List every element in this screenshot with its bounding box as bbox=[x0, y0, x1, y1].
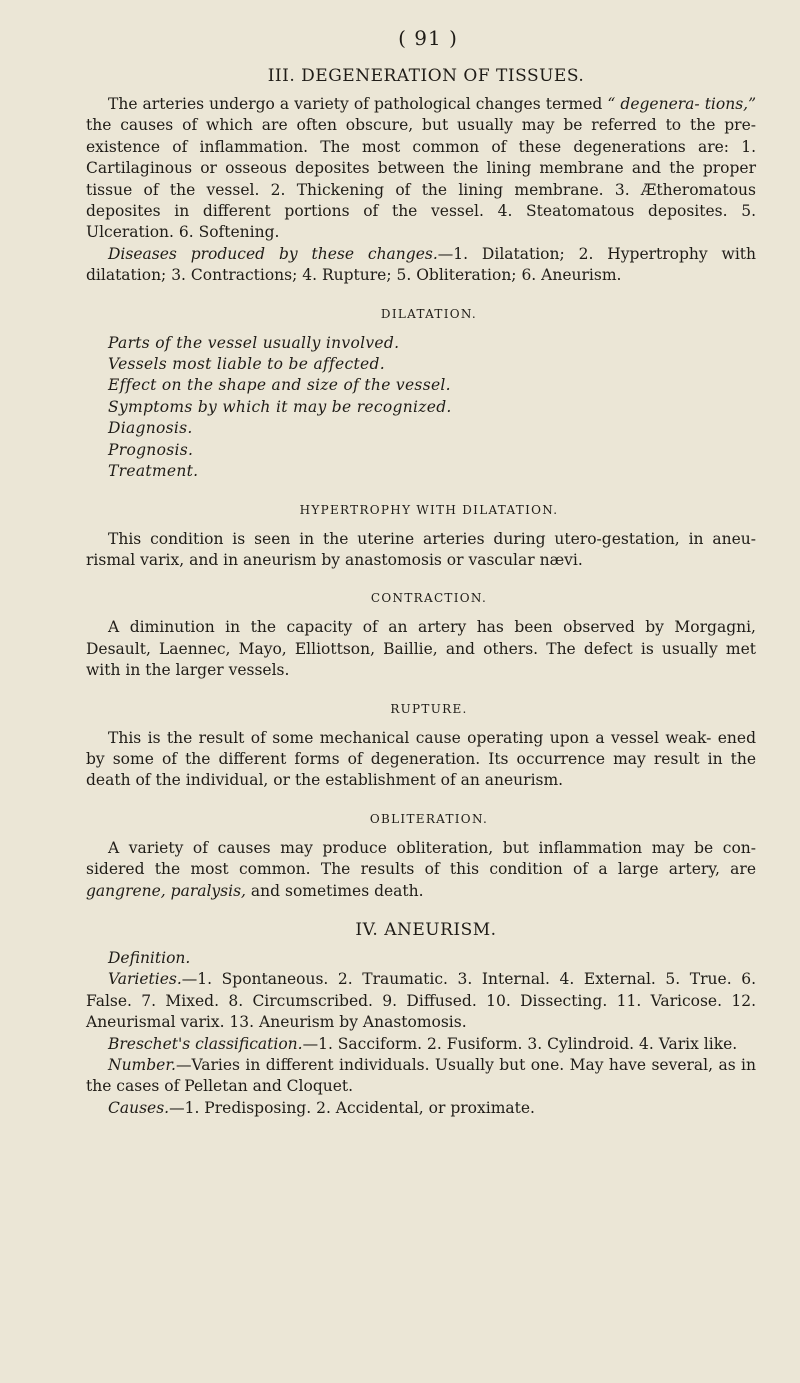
list-item: Parts of the vessel usually involved. bbox=[108, 333, 400, 352]
obliteration-paragraph bbox=[86, 838, 756, 902]
breschet-paragraph bbox=[86, 1034, 756, 1055]
list-item: Diagnosis. bbox=[108, 419, 193, 438]
subheading-rupture: RUPTURE. bbox=[390, 701, 468, 716]
list-item: Effect on the shape and size of the vessel. bbox=[108, 376, 451, 395]
diseases-paragraph bbox=[86, 244, 756, 287]
rupture-paragraph: This is the result of some mechanical cause operating upon a vessel weak- ened by some of the different forms of degeneration. Its occurrence may result in the death of the individual, or the establishment of an aneurism. bbox=[86, 728, 756, 790]
intro-text-start: The arteries undergo a variety of pathological changes termed bbox=[108, 95, 608, 113]
subheading-dilatation: DILATATION. bbox=[380, 306, 478, 321]
contraction-paragraph: A diminution in the capacity of an artery has been observed by Morgagni, Desault, Laennec, Mayo, Elliottson, Baillie, and others. The defect is usually met with in the larger vessels. bbox=[86, 618, 756, 680]
number-paragraph bbox=[86, 1055, 756, 1098]
number-text: —Varies in different individuals. Usually but one. May have several, as in the cases of Pelletan and Cloquet. bbox=[86, 1056, 756, 1096]
list-item: Vessels most liable to be affected. bbox=[108, 355, 385, 374]
causes-paragraph bbox=[86, 1098, 756, 1119]
subheading-contraction: CONTRACTION. bbox=[370, 591, 488, 606]
hypertrophy-paragraph: This condition is seen in the uterine arteries during utero-gestation, in aneu- rismal varix, and in aneurism by anastomosis or vascular nævi. bbox=[86, 529, 756, 569]
causes-text: —1. Predisposing. 2. Accidental, or proximate. bbox=[169, 1098, 535, 1117]
varieties-label: Varieties. bbox=[108, 970, 182, 989]
obliteration-italic-terms: gangrene, paralysis, bbox=[86, 881, 246, 900]
varieties-text: —1. Spontaneous. 2. Traumatic. 3. Internal. 4. External. 5. True. 6. False. 7. Mixed. 8. Circumscribed. 9. Diffused. 10. Dissecting. 11. Varicose. 12. Aneurismal varix. 13. Aneurism by Anastomosis. bbox=[86, 970, 756, 1032]
intro-text-rest: the causes of which are often obscure, but usually may be referred to the pre-existence of inflammation. The most common of these degenerations are: 1. Cartilaginous or osseous deposites between the lining membrane and the proper tissue of the vessel. 2. Thickening of the lining membrane. 3. Ætheromatous deposites in different portions of the vessel. 4. Steatomatous deposites. 5. Ulceration. 6. Softening. bbox=[86, 116, 756, 242]
list-item: Prognosis. bbox=[108, 440, 194, 459]
definition-label: Definition. bbox=[108, 948, 191, 967]
section-heading-degeneration: III. DEGENERATION OF TISSUES. bbox=[267, 66, 585, 86]
intro-term-degenerations: “ degenera- tions,” bbox=[607, 95, 757, 113]
breschet-label: Breschet's classification. bbox=[108, 1034, 303, 1053]
degeneration-intro-paragraph bbox=[86, 94, 756, 244]
section-heading-aneurism: IV. ANEURISM. bbox=[355, 919, 497, 940]
list-item: Treatment. bbox=[108, 462, 199, 481]
page-number: ( 91 ) bbox=[398, 26, 458, 50]
causes-label: Causes. bbox=[108, 1098, 170, 1117]
diseases-text: —1. Dilatation; 2. Hypertrophy with dilatation; 3. Contractions; 4. Rupture; 5. Obliteration; 6. Aneurism. bbox=[86, 244, 756, 285]
obliteration-text-start: A variety of causes may produce obliteration, but inflammation may be con- sidered the most common. The results of this condition of a large artery, are bbox=[86, 838, 756, 879]
varieties-paragraph bbox=[86, 969, 756, 1033]
diseases-label: Diseases produced by these changes. bbox=[108, 244, 438, 263]
subheading-hypertrophy: HYPERTROPHY WITH DILATATION. bbox=[299, 502, 559, 517]
definition-line bbox=[86, 948, 756, 969]
obliteration-text-end: and sometimes death. bbox=[245, 881, 424, 900]
list-item: Symptoms by which it may be recognized. bbox=[108, 397, 452, 416]
breschet-text: —1. Sacciform. 2. Fusiform. 3. Cylindroid. 4. Varix like. bbox=[302, 1034, 738, 1053]
dilatation-topic-list bbox=[86, 333, 756, 483]
subheading-obliteration: OBLITERATION. bbox=[369, 811, 489, 826]
number-label: Number. bbox=[108, 1056, 176, 1074]
